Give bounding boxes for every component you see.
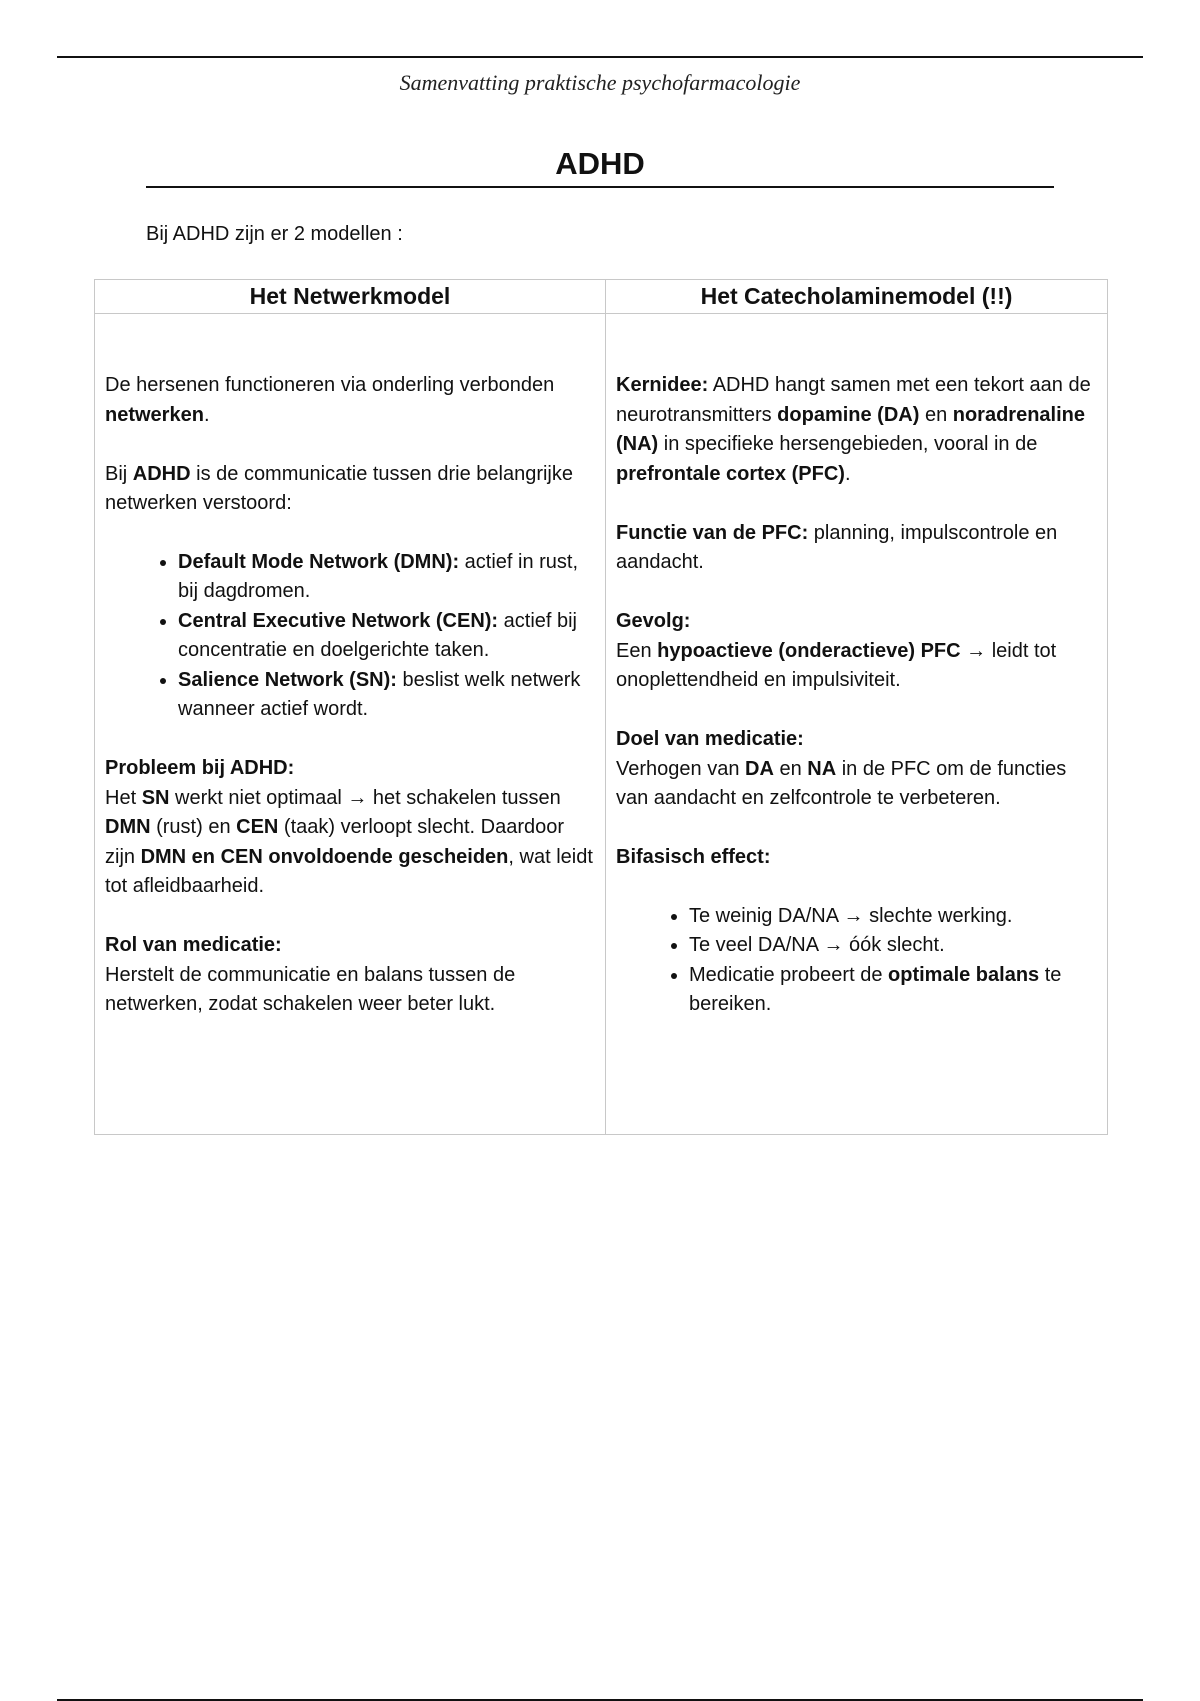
probleem-text: Het SN werkt niet optimaal → het schakelen tussen DMN (rust) en CEN (taak) verloopt slecht. Daardoor zijn DMN en CEN onvoldoende gescheiden, wat leidt tot afleidbaarheid. [105,786,593,897]
list-item-dmn: • Default Mode Network (DMN): actief in rust, bij dagdromen. [178,548,595,607]
doel-text: Verhogen van DA en NA in de PFC om de functies van aandacht en zelfcontrole te verbeteren. [616,757,1067,809]
header-rule [57,56,1143,58]
netwerk-paragraph-2: Bij ADHD is de communicatie tussen drie belangrijke netwerken verstoord: [105,462,573,514]
network-list [105,548,595,725]
netwerkmodel-cell [95,314,606,1135]
list-item-cen: • Central Executive Network (CEN): actief bij concentratie en doelgerichte taken. [178,607,595,666]
kernidee-paragraph: Kernidee: ADHD hangt samen met een tekort aan de neurotransmitters dopamine (DA) en noradrenaline (NA) in specifieke hersengebieden, vooral in de prefrontale cortex (PFC). [616,374,1091,485]
page-title: ADHD [555,146,645,181]
catecholaminemodel-cell [606,314,1108,1135]
gevolg-heading: Gevolg: [616,610,691,632]
functie-paragraph: Functie van de PFC: planning, impulscontrole en aandacht. [616,521,1058,573]
running-header: Samenvatting praktische psychofarmacologie [399,70,801,95]
rol-heading: Rol van medicatie: [105,934,282,956]
col-header-catecholaminemodel: Het Catecholaminemodel (!!) [606,280,1108,314]
title-block [146,146,1054,188]
gevolg-text: Een hypoactieve (onderactieve) PFC → leidt tot onoplettendheid en impulsiviteit. [616,639,1057,691]
doel-heading: Doel van medicatie: [616,728,804,750]
rol-text: Herstelt de communicatie en balans tussen de netwerken, zodat schakelen weer beter lukt. [105,963,516,1015]
probleem-heading: Probleem bij ADHD: [105,757,295,779]
list-item-optimale-balans: • Medicatie probeert de optimale balans te bereiken. [689,961,1097,1020]
col-header-netwerkmodel: Het Netwerkmodel [95,280,606,314]
models-table [94,279,1108,1135]
netwerk-paragraph-1: De hersenen functioneren via onderling verbonden netwerken. [105,374,555,426]
list-item-te-veel: • Te veel DA/NA → óók slecht. [689,931,1097,961]
intro-text: Bij ADHD zijn er 2 modellen : [146,223,403,245]
list-item-sn: • Salience Network (SN): beslist welk netwerk wanneer actief wordt. [178,666,595,725]
bifasisch-heading: Bifasisch effect: [616,846,771,868]
list-item-te-weinig: • Te weinig DA/NA → slechte werking. [689,902,1097,932]
bifasisch-list [616,902,1097,1020]
